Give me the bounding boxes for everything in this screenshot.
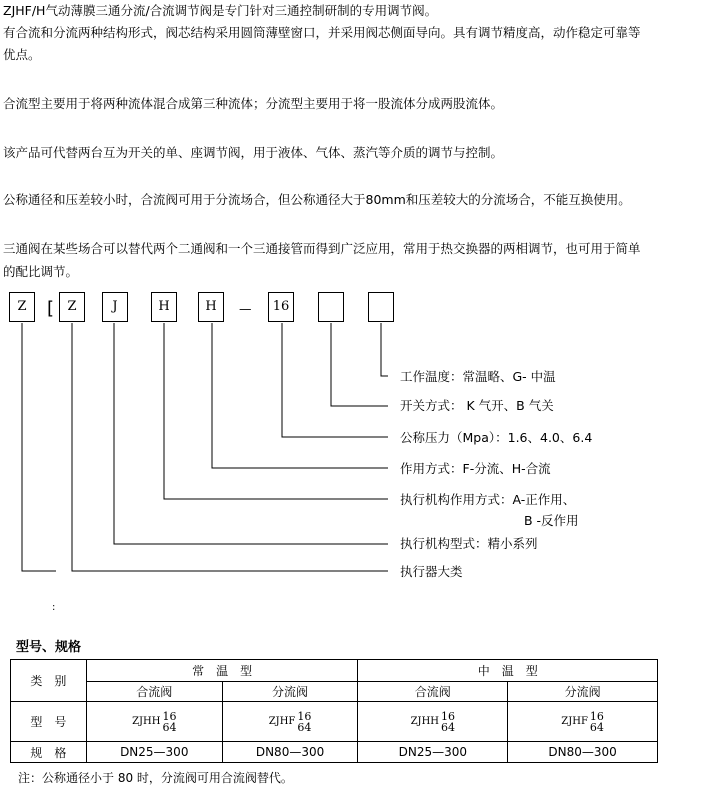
model-base: ZJHF — [268, 716, 296, 727]
intro-line-1: ZJHF/H气动薄膜三通分流/合流调节阀是专门针对三通控制研制的专用调节阀。 — [3, 3, 438, 18]
model-cell — [86, 702, 222, 742]
model-cell — [508, 702, 658, 742]
label-actuator-class: 执行器大类 — [400, 564, 463, 579]
spec-table — [10, 659, 658, 763]
intro-line-5: 该产品可代替两台互为开关的单、座调节阀，用于液体、气体、蒸汽等介质的调节与控制。 — [3, 145, 504, 160]
sub-header-split-mid: 分流阀 — [508, 682, 658, 702]
code-box-4: H — [151, 292, 177, 322]
spec-label: 规 格 — [11, 742, 87, 763]
sub-header-merge-mid: 合流阀 — [358, 682, 508, 702]
model-top: 16 — [589, 709, 604, 723]
code-box-5: H — [198, 292, 224, 322]
label-nominal-pressure: 公称压力（Mpa）：1.6、4.0、6.4 — [400, 430, 593, 445]
intro-line-7: 三通阀在某些场合可以替代两个二通阀和一个三通接管而得到广泛应用，常用于热交换器的两相调节，也可用于简单 — [3, 241, 641, 256]
model-top: 16 — [297, 709, 312, 723]
table-row — [11, 660, 658, 682]
spec-cell: DN25—300 — [358, 742, 508, 763]
code-box-3: J — [102, 292, 128, 322]
table-row — [11, 742, 658, 763]
table-row — [11, 682, 658, 702]
mid-temp-header: 中 温 型 — [358, 660, 658, 682]
model-bottom: 64 — [589, 720, 604, 734]
intro-line-6: 公称通径和压差较小时，合流阀可用于分流场合，但公称通径大于80mm和压差较大的分流场合，不能互换使用。 — [3, 192, 631, 207]
section-title: 型号、规格 — [16, 640, 82, 655]
sub-header-split-normal: 分流阀 — [222, 682, 358, 702]
stray-mark: : — [52, 602, 56, 613]
code-dash: — — [239, 301, 252, 316]
spec-cell: DN80—300 — [222, 742, 358, 763]
sub-header-merge-normal: 合流阀 — [86, 682, 222, 702]
model-top: 16 — [162, 709, 177, 723]
intro-line-2: 有合流和分流两种结构形式，阀芯结构采用圆筒薄壁窗口，并采用阀芯侧面导向。具有调节精度高，动作稳定可靠等 — [3, 25, 641, 40]
model-top: 16 — [441, 709, 456, 723]
code-box-2: Z — [59, 292, 85, 322]
code-bracket: [ — [47, 298, 55, 319]
code-box-8 — [368, 292, 394, 322]
table-note: 注：公称通径小于 80 时，分流阀可用合流阀替代。 — [18, 771, 293, 785]
spec-cell: DN80—300 — [508, 742, 658, 763]
intro-line-3: 优点。 — [3, 47, 41, 62]
model-base: ZJHH — [132, 716, 161, 727]
label-work-temp: 工作温度：常温略、G- 中温 — [400, 369, 556, 384]
label-actuator-type: 执行机构型式：精小系列 — [400, 536, 538, 551]
label-actuator-action-b: B -反作用 — [524, 513, 579, 528]
model-cell — [222, 702, 358, 742]
intro-line-8: 的配比调节。 — [3, 264, 79, 279]
category-header: 类 别 — [11, 660, 87, 702]
model-base: ZJHF — [561, 716, 588, 727]
code-box-7 — [318, 292, 344, 322]
model-bottom: 64 — [297, 720, 312, 734]
normal-temp-header: 常 温 型 — [86, 660, 358, 682]
model-cell — [358, 702, 508, 742]
code-box-6: 16 — [268, 292, 294, 322]
code-box-1: Z — [9, 292, 35, 322]
label-actuator-action: 执行机构作用方式：A-正作用、 — [400, 492, 576, 507]
model-bottom: 64 — [162, 720, 177, 734]
model-label: 型 号 — [11, 702, 87, 742]
spec-cell: DN25—300 — [86, 742, 222, 763]
label-switch-mode: 开关方式： K 气开、B 气关 — [400, 398, 554, 413]
intro-line-4: 合流型主要用于将两种流体混合成第三种流体；分流型主要用于将一股流体分成两股流体。 — [3, 96, 504, 111]
model-bottom: 64 — [441, 720, 456, 734]
table-row — [11, 702, 658, 742]
label-action-mode: 作用方式：F-分流、H-合流 — [400, 461, 551, 476]
model-base: ZJHH — [410, 716, 440, 727]
